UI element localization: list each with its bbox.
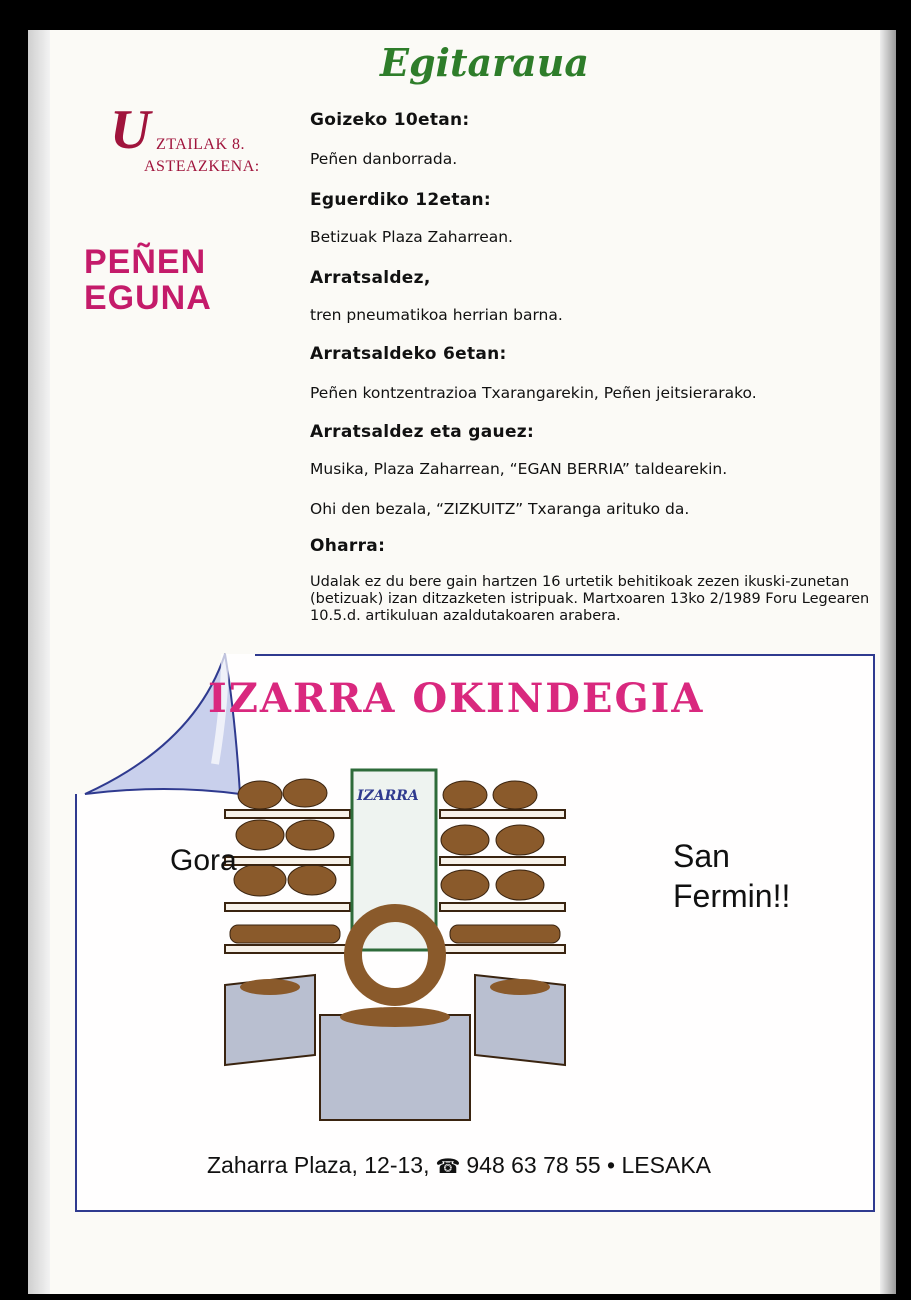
sign-text: IZARRA [357, 788, 419, 804]
program-heading: Goizeko 10etan: [310, 110, 470, 130]
program-text: Betizuak Plaza Zaharrean. [310, 228, 513, 246]
address-text: Zaharra Plaza, 12-13, [207, 1152, 430, 1178]
program-text: Peñen kontzentrazioa Txarangarekin, Peñen jeitsierarako. [310, 384, 757, 402]
ad-right-text [673, 836, 790, 916]
ad-right-text-2: Fermin!! [673, 878, 791, 914]
program-heading: Arratsaldeko 6etan: [310, 344, 507, 364]
note-heading: Oharra: [310, 536, 386, 556]
telephone-icon: ☎ [435, 1156, 461, 1178]
program-text: Musika, Plaza Zaharrean, “EGAN BERRIA” taldearekin. [310, 460, 728, 478]
phone-text: 948 63 78 55 • LESAKA [466, 1152, 711, 1178]
program-text: Ohi den bezala, “ZIZKUITZ” Txaranga arituko da. [310, 500, 690, 518]
page-gutter [28, 30, 50, 1294]
program-heading: Arratsaldez eta gauez: [310, 422, 535, 442]
ad-left-text: Gora [170, 844, 237, 877]
date-line-1: ZTAILAK 8. [156, 136, 246, 153]
program-text: Peñen danborrada. [310, 150, 458, 168]
ad-right-text-1: San [673, 838, 730, 874]
side-title-line-1: PEÑEN [84, 243, 207, 281]
date-line-2: ASTEAZKENA: [144, 158, 260, 175]
program-heading: Eguerdiko 12etan: [310, 190, 492, 210]
side-title-line-2: EGUNA [84, 279, 212, 317]
page-edge [880, 30, 896, 1294]
side-title [84, 244, 212, 316]
bakery-shelf-illustration [220, 765, 570, 1125]
program-heading: Arratsaldez, [310, 268, 431, 288]
ad-address [207, 1152, 711, 1179]
note-text: Udalak ez du bere gain hartzen 16 urtetik behitikoak zezen ikuski-zunetan (betizuak) izan ditzazketen istripuak. Martxoaren 13ko 2/1989 Foru Legearen 10.5.d. artikuluan azaldutakoaren arabera. [310, 574, 870, 624]
page-title: Egitaraua [380, 40, 590, 85]
program-text: tren pneumatikoa herrian barna. [310, 306, 563, 324]
ad-title: IZARRA OKINDEGIA [208, 675, 705, 722]
date-initial: U [110, 99, 151, 161]
